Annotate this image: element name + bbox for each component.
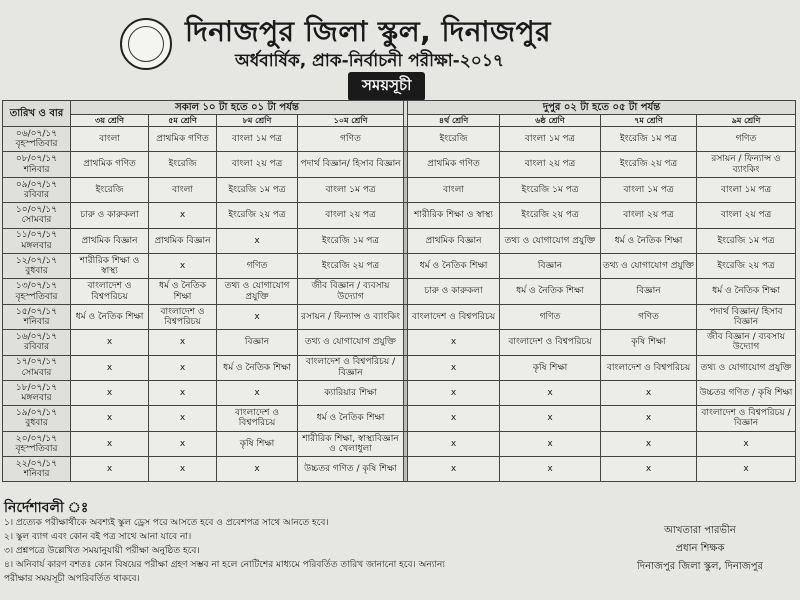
subject-cell: গণিত [217, 253, 298, 278]
subject-cell: কৃষি শিক্ষা [601, 330, 697, 355]
subject-cell: তথ্য ও যোগাযোগ প্রযুক্তি [697, 355, 796, 380]
subject-cell: x [500, 380, 601, 405]
subject-cell: তথ্য ও যোগাযোগ প্রযুক্তি [217, 279, 298, 304]
subject-cell: বাংলাদেশ ও বিশ্বপরিচয় [71, 279, 149, 304]
subject-cell: বাংলাদেশ ও বিশ্বপরিচয় /বিজ্ঞান [298, 355, 404, 380]
subject-cell: তথ্য ও যোগাযোগ প্রযুক্তি [298, 330, 404, 355]
subject-cell: x [149, 355, 217, 380]
table-row [3, 406, 796, 431]
subject-cell: প্রাথমিক বিজ্ঞান [408, 228, 500, 253]
subject-cell: x [217, 228, 298, 253]
subject-cell: x [71, 380, 149, 405]
subject-cell: x [149, 406, 217, 431]
instruction-item: ২। স্কুল ব্যাগ এবং কোন বই পত্র সাথে আনা যাবে না। [4, 532, 192, 542]
subject-cell: শারীরিক শিক্ষা ও স্বাস্থ্য [408, 203, 500, 228]
subject-cell: ইংরেজি [149, 152, 217, 177]
subject-cell: চারু ও কারুকলা [408, 279, 500, 304]
subject-cell: প্রাথমিক গণিত [149, 127, 217, 152]
instruction-item: পরীক্ষার সময়সূচী অপরিবর্তিত থাকবে। [4, 574, 140, 584]
instructions-title: নির্দেশাবলী ঃ [4, 500, 89, 516]
subject-cell: ইংরেজি ১ম পত্র [697, 228, 796, 253]
subject-cell: পদার্থ বিজ্ঞান/ হিসাব বিজ্ঞান [697, 304, 796, 329]
school-name: দিনাজপুর জিলা স্কুল, দিনাজপুর [185, 15, 551, 48]
subject-cell: ইংরেজি [408, 127, 500, 152]
subject-cell: বাংলা [71, 127, 149, 152]
exam-date: ১৫/০৭/১৭ শনিবার [3, 304, 71, 329]
subject-cell: বাংলা ১ম পত্র [217, 127, 298, 152]
subject-cell: x [149, 380, 217, 405]
subject-cell: x [217, 380, 298, 405]
subject-cell: x [217, 457, 298, 482]
subject-cell: প্রাথমিক গণিত [71, 152, 149, 177]
subject-cell: কৃষি শিক্ষা [217, 431, 298, 456]
exam-date: ০৮/০৭/১৭ শনিবার [3, 152, 71, 177]
subject-cell: x [601, 380, 697, 405]
exam-title: অর্ধবার্ষিক, প্রাক-নির্বাচনী পরীক্ষা-২০১৭ [235, 51, 504, 71]
subject-cell: রসায়ন / ফিন্যান্স ও ব্যাংকিং [298, 304, 404, 329]
date-header: তারিখ ও বার [3, 101, 71, 127]
exam-date: ০৬/০৭/১৭ বৃহস্পতিবার [3, 127, 71, 152]
exam-date: ১৯/০৭/১৭ বুধবার [3, 406, 71, 431]
shift-header-row [3, 101, 796, 115]
morning-shift-header: সকাল ১০ টা হতে ০১ টা পর্যন্ত [71, 101, 404, 115]
class-header: ৭ম শ্রেণি [601, 115, 697, 127]
subject-cell: ক্যারিয়ার শিক্ষা [298, 380, 404, 405]
subject-cell: বাংলা ২য় পত্র [601, 203, 697, 228]
subject-cell: x [500, 431, 601, 456]
subject-cell: বিজ্ঞান [217, 330, 298, 355]
subject-cell: প্রাথমিক বিজ্ঞান [71, 228, 149, 253]
subject-cell: x [149, 457, 217, 482]
exam-date: ১০/০৭/১৭ সোমবার [3, 203, 71, 228]
subject-cell: বাংলা ২য় পত্র [697, 203, 796, 228]
subject-cell: x [149, 330, 217, 355]
subject-cell: তথ্য ও যোগাযোগ প্রযুক্তি [601, 253, 697, 278]
class-header: ৪র্থ শ্রেণি [408, 115, 500, 127]
subject-cell: ধর্ম ও নৈতিক শিক্ষা [149, 279, 217, 304]
subject-cell: x [149, 431, 217, 456]
subject-cell: x [217, 304, 298, 329]
subject-cell: x [71, 457, 149, 482]
exam-date: ১২/০৭/১৭ বুধবার [3, 253, 71, 278]
subject-cell: x [408, 330, 500, 355]
subject-cell: x [149, 253, 217, 278]
exam-date: ০৯/০৭/১৭ রবিবার [3, 177, 71, 202]
subject-cell: বাংলা ১ম পত্র [500, 127, 601, 152]
subject-cell: x [408, 457, 500, 482]
subject-cell: ধর্ম ও নৈতিক শিক্ষা [697, 279, 796, 304]
signatory-name: আখতারা পারভীন [664, 525, 736, 536]
subject-cell: বাংলা ১ম পত্র [298, 177, 404, 202]
table-row [3, 152, 796, 177]
subject-cell: বাংলা [149, 177, 217, 202]
class-header: ৬ষ্ঠ শ্রেণি [500, 115, 601, 127]
subject-cell: x [601, 406, 697, 431]
subject-cell: বাংলাদেশ ও বিশ্বপরিচয় [500, 330, 601, 355]
subject-cell: জীব বিজ্ঞান / ব্যবসায় উদ্যোগ [298, 279, 404, 304]
class-header: ১০ম শ্রেণি [298, 115, 404, 127]
subject-cell: বাংলা ১ম পত্র [697, 177, 796, 202]
subject-cell: বাংলাদেশ ও বিশ্বপরিচয় [408, 304, 500, 329]
subject-cell: x [697, 457, 796, 482]
subject-cell: চারু ও কারুকলা [71, 203, 149, 228]
subject-cell: x [500, 406, 601, 431]
subject-cell: বাংলা ১ম পত্র [601, 177, 697, 202]
exam-date: ১৬/০৭/১৭ রবিবার [3, 330, 71, 355]
exam-date: ১১/০৭/১৭ মঙ্গলবার [3, 228, 71, 253]
subject-cell: x [408, 406, 500, 431]
routine-badge: সময়সূচী [348, 72, 425, 101]
table-row [3, 380, 796, 405]
signatory-designation: প্রধান শিক্ষক [675, 543, 725, 554]
subject-cell: গণিত [601, 304, 697, 329]
subject-cell: ধর্ম ও নৈতিক শিক্ষা [298, 406, 404, 431]
subject-cell: বাংলাদেশ ও বিশ্বপরিচয় /বিজ্ঞান [697, 406, 796, 431]
subject-cell: ইংরেজি ২য় পত্র [697, 253, 796, 278]
subject-cell: ধর্ম ও নৈতিক শিক্ষা [71, 304, 149, 329]
subject-cell: বাংলাদেশ ও বিশ্বপরিচয় [217, 406, 298, 431]
table-row [3, 253, 796, 278]
notice-header [0, 0, 800, 100]
subject-cell: জীব বিজ্ঞান / ব্যবসায় উদ্যোগ [697, 330, 796, 355]
subject-cell: কৃষি শিক্ষা [500, 355, 601, 380]
subject-cell: বাংলা ২য় পত্র [217, 152, 298, 177]
subject-cell: x [408, 380, 500, 405]
subject-cell: শারীরিক শিক্ষা, স্বাস্থ্যবিজ্ঞান ও খেলাধুলা [298, 431, 404, 456]
subject-cell: ইংরেজি ১ম পত্র [217, 177, 298, 202]
subject-cell: ইংরেজি [71, 177, 149, 202]
instruction-item: ৪। অনিবার্য কারণ বশতঃ কোন বিষয়ের পরীক্ষা গ্রহণ সম্ভব না হলে নোটিশের মাধ্যমে পরিবর্তিত তারিখ জানানো হবে। অন্যান্য [4, 560, 445, 570]
subject-cell: গণিত [298, 127, 404, 152]
subject-cell: x [71, 431, 149, 456]
subject-cell: পদার্থ বিজ্ঞান/ হিসাব বিজ্ঞান [298, 152, 404, 177]
exam-date: ২২/০৭/১৭ শনিবার [3, 457, 71, 482]
instruction-item: ৩। প্রশ্নপত্রে উল্লেখিত সময়ানুযায়ী পরীক্ষা অনুষ্ঠিত হবে। [4, 546, 200, 556]
subject-cell: প্রাথমিক বিজ্ঞান [149, 228, 217, 253]
exam-date: ১৩/০৭/১৭ বৃহস্পতিবার [3, 279, 71, 304]
table-row [3, 279, 796, 304]
subject-cell: x [149, 203, 217, 228]
class-header: ৮ম শ্রেণি [217, 115, 298, 127]
exam-routine-table [2, 100, 796, 482]
subject-cell: বাংলাদেশ ও বিশ্বপরিচয় [149, 304, 217, 329]
subject-cell: ইংরেজি ১ম পত্র [298, 228, 404, 253]
notice-footer [0, 492, 800, 600]
table-row [3, 304, 796, 329]
subject-cell: x [71, 406, 149, 431]
table-row [3, 330, 796, 355]
subject-cell: বিজ্ঞান [500, 253, 601, 278]
subject-cell: বাংলা [408, 177, 500, 202]
table-row [3, 127, 796, 152]
class-header: ৫ম শ্রেণি [149, 115, 217, 127]
exam-date: ২০/০৭/১৭ বৃহস্পতিবার [3, 431, 71, 456]
instructions-list [4, 516, 594, 586]
subject-cell: ইংরেজি ২য় পত্র [298, 253, 404, 278]
subject-cell: x [601, 431, 697, 456]
table-row [3, 457, 796, 482]
subject-cell: ধর্ম ও নৈতিক শিক্ষা [601, 228, 697, 253]
school-logo [120, 18, 172, 70]
subject-cell: ইংরেজি ১ম পত্র [601, 127, 697, 152]
subject-cell: বাংলা ২য় পত্র [500, 152, 601, 177]
class-header: ৩য় শ্রেণি [71, 115, 149, 127]
subject-cell: ইংরেজি ২য় পত্র [601, 152, 697, 177]
subject-cell: উচ্চতর গণিত / কৃষি শিক্ষা [298, 457, 404, 482]
exam-date: ১৮/০৭/১৭ মঙ্গলবার [3, 380, 71, 405]
subject-cell: তথ্য ও যোগাযোগ প্রযুক্তি [500, 228, 601, 253]
subject-cell: প্রাথমিক গণিত [408, 152, 500, 177]
subject-cell: শারীরিক শিক্ষা ও স্বাস্থ্য [71, 253, 149, 278]
subject-cell: ধর্ম ও নৈতিক শিক্ষা [408, 253, 500, 278]
subject-cell: x [500, 457, 601, 482]
table-row [3, 431, 796, 456]
day-shift-header: দুপুর ০২ টা হতে ০৫ টা পর্যন্ত [408, 101, 796, 115]
table-row [3, 355, 796, 380]
instruction-item: ১। প্রত্যেক পরীক্ষার্থীকে অবশ্যই স্কুল ড্রেস পরে আসতে হবে ও প্রবেশপত্র সাথে আনতে হবে। [4, 518, 329, 528]
subject-cell: x [601, 457, 697, 482]
signatory-institution: দিনাজপুর জিলা স্কুল, দিনাজপুর [637, 561, 763, 572]
subject-cell: x [408, 431, 500, 456]
table-row [3, 228, 796, 253]
subject-cell: গণিত [697, 127, 796, 152]
subject-cell: বিজ্ঞান [601, 279, 697, 304]
subject-cell: x [408, 355, 500, 380]
subject-cell: গণিত [500, 304, 601, 329]
subject-cell: বাংলাদেশ ও বিশ্বপরিচয় [601, 355, 697, 380]
subject-cell: ইংরেজি ২য় পত্র [500, 203, 601, 228]
exam-date: ১৭/০৭/১৭ সোমবার [3, 355, 71, 380]
subject-cell: x [71, 355, 149, 380]
subject-cell: বাংলা ২য় পত্র [298, 203, 404, 228]
table-row [3, 203, 796, 228]
subject-cell: x [71, 330, 149, 355]
signature-block [615, 522, 785, 576]
logo-emblem [128, 26, 164, 62]
subject-cell: ইংরেজি ২য় পত্র [217, 203, 298, 228]
subject-cell: ইংরেজি ১ম পত্র [500, 177, 601, 202]
subject-cell: রসায়ন / ফিন্যান্স ও ব্যাংকিং [697, 152, 796, 177]
subject-cell: ধর্ম ও নৈতিক শিক্ষা [217, 355, 298, 380]
subject-cell: x [697, 431, 796, 456]
table-row [3, 177, 796, 202]
class-header-row [3, 115, 796, 127]
subject-cell: উচ্চতর গণিত / কৃষি শিক্ষা [697, 380, 796, 405]
class-header: ৯ম শ্রেণি [697, 115, 796, 127]
subject-cell: ধর্ম ও নৈতিক শিক্ষা [500, 279, 601, 304]
